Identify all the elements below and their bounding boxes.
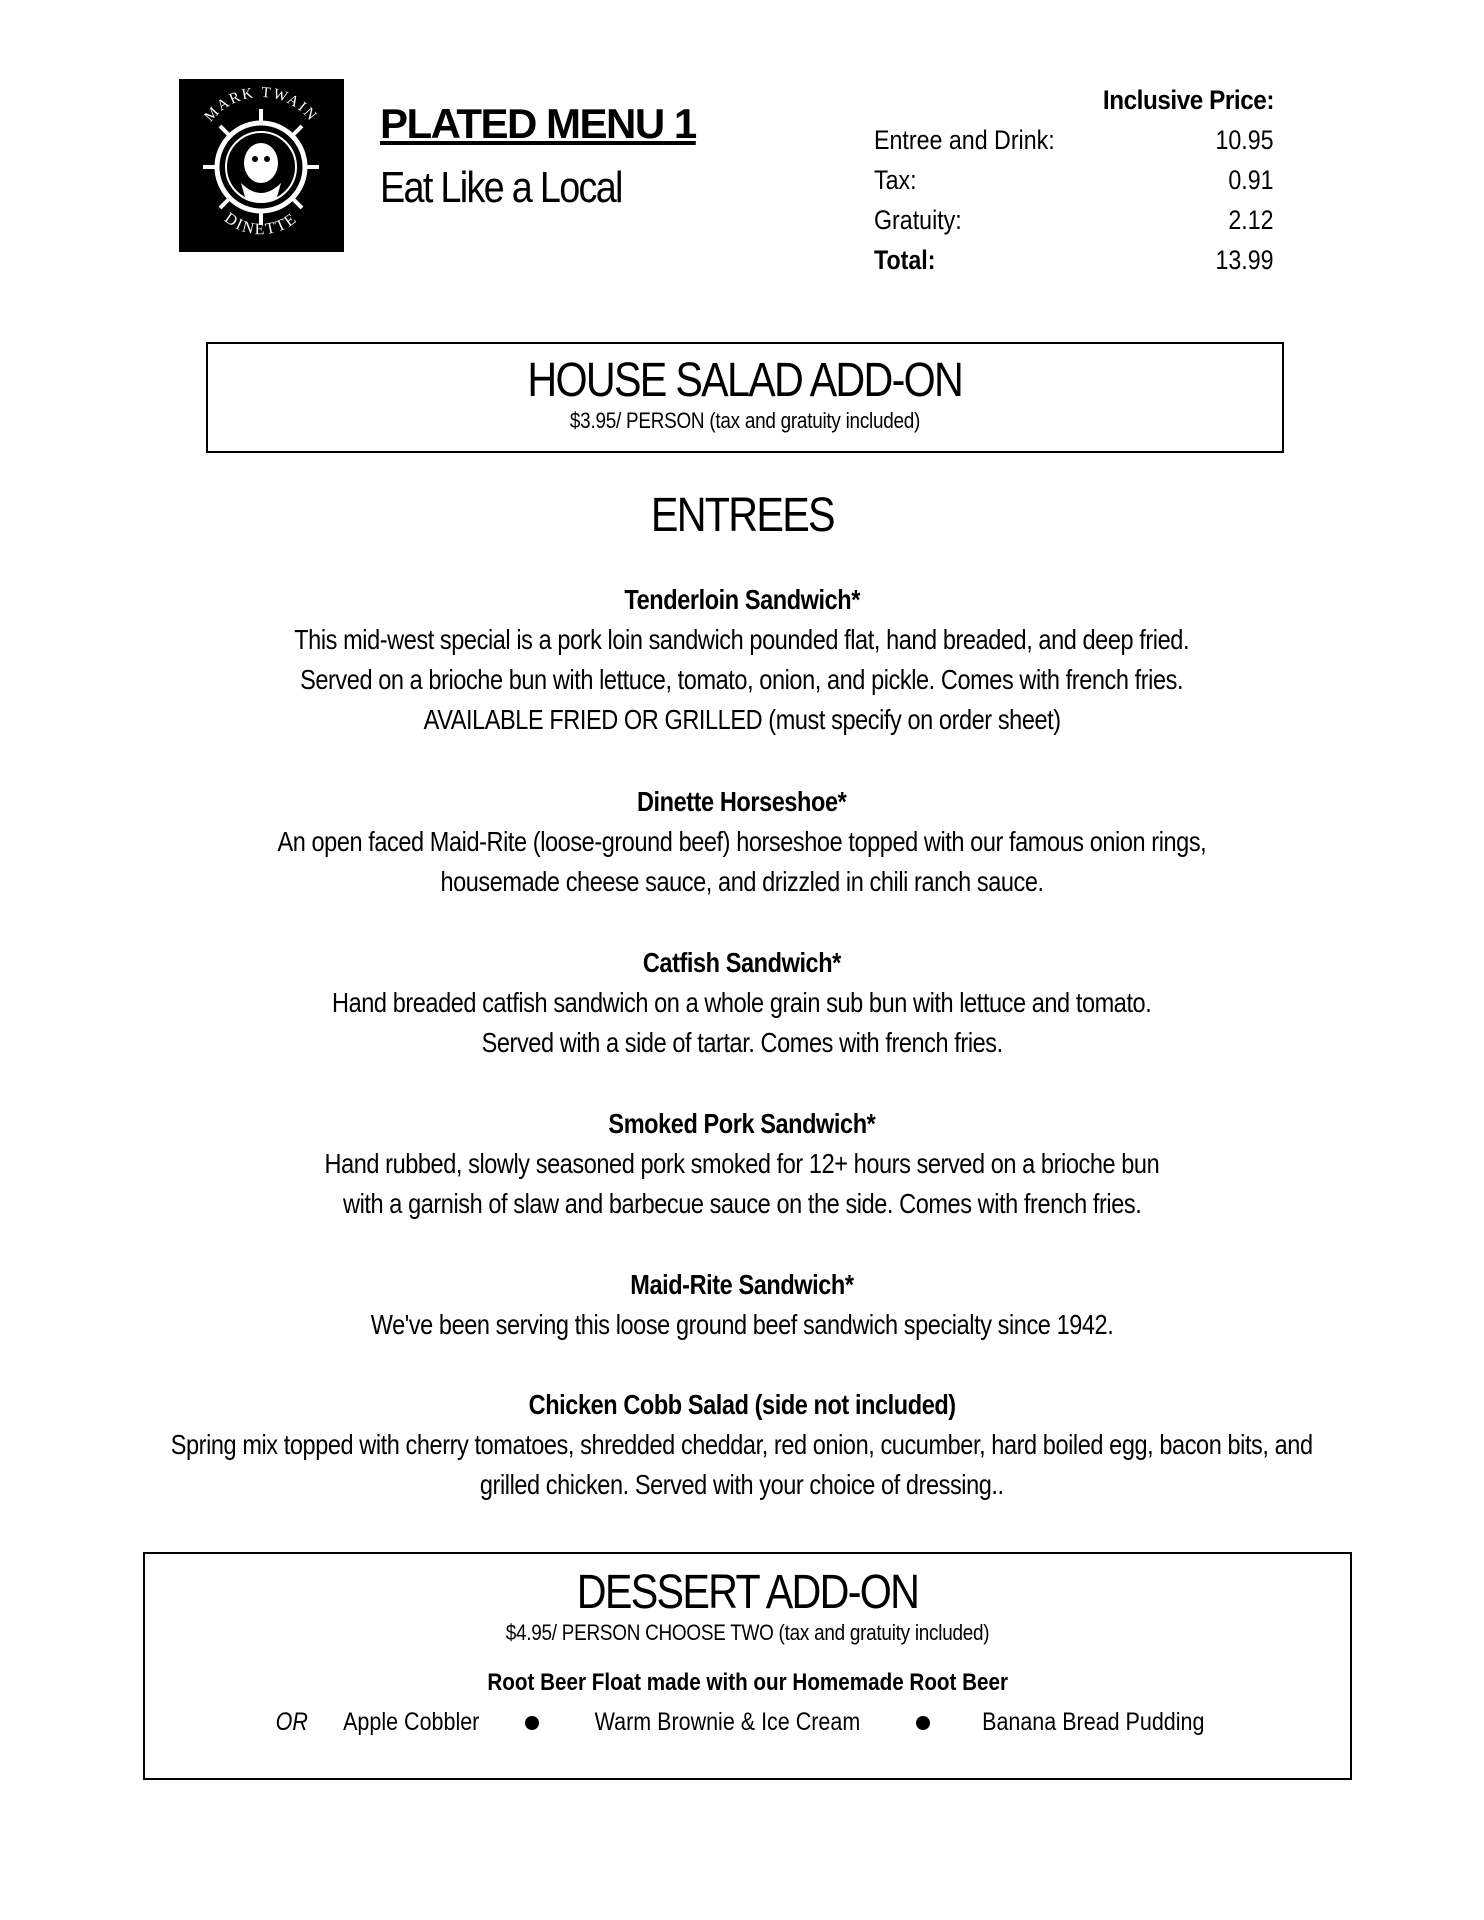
price-label: Tax: xyxy=(874,165,917,195)
entree-item xyxy=(100,580,1384,740)
entree-item xyxy=(100,1265,1384,1345)
entree-item xyxy=(100,782,1384,902)
entree-desc-line: This mid-west special is a pork loin sandwich pounded flat, hand breaded, and deep fried. xyxy=(294,624,1190,655)
salad-addon-subtitle: $3.95/ PERSON (tax and gratuity included) xyxy=(569,408,921,433)
entree-desc-line: housemade cheese sauce, and drizzled in chili ranch sauce. xyxy=(440,866,1044,897)
price-label: Total: xyxy=(874,245,936,275)
price-value: 0.91 xyxy=(1228,165,1274,195)
dessert-addon-title: DESSERT ADD-ON xyxy=(576,1566,919,1619)
price-row xyxy=(874,200,1274,240)
dessert-featured-text: Root Beer Float made with our Homemade Root Beer xyxy=(487,1669,1008,1696)
dessert-addon-box xyxy=(143,1552,1352,1780)
dessert-choice: Banana Bread Pudding xyxy=(981,1708,1205,1736)
entrees-heading-text: ENTREES xyxy=(650,489,834,542)
price-row xyxy=(874,120,1274,160)
salad-addon-box xyxy=(206,342,1284,453)
entree-desc-line: Served on a brioche bun with lettuce, tomato, onion, and pickle. Comes with french fries. xyxy=(300,664,1184,695)
entree-name: Tenderloin Sandwich* xyxy=(624,584,860,615)
entree-desc-line: An open faced Maid-Rite (loose-ground beef) horseshoe topped with our famous onion rings, xyxy=(277,826,1207,857)
page-subtitle: Eat Like a Local xyxy=(380,163,622,212)
entree-desc-line: AVAILABLE FRIED OR GRILLED (must specify on order sheet) xyxy=(423,704,1061,735)
dessert-addon-subtitle: $4.95/ PERSON CHOOSE TWO (tax and gratuity included) xyxy=(505,1620,990,1645)
bullet-icon xyxy=(916,1716,930,1730)
entree-item xyxy=(100,1104,1384,1224)
dessert-choice: Warm Brownie & Ice Cream xyxy=(594,1708,861,1736)
price-row-total xyxy=(874,240,1274,280)
svg-text:DINETTE: DINETTE xyxy=(221,209,301,239)
price-label: Entree and Drink: xyxy=(874,125,1055,155)
dessert-featured xyxy=(145,1668,1350,1698)
price-row xyxy=(874,160,1274,200)
salad-addon-title: HOUSE SALAD ADD-ON xyxy=(527,354,963,407)
ship-wheel-logo-icon xyxy=(179,79,344,252)
price-value: 2.12 xyxy=(1228,205,1274,235)
entree-desc-line: grilled chicken. Served with your choice of dressing.. xyxy=(480,1469,1004,1500)
entree-name: Chicken Cobb Salad (side not included) xyxy=(528,1389,956,1420)
price-value: 13.99 xyxy=(1215,245,1274,275)
entree-desc-line: Hand breaded catfish sandwich on a whole grain sub bun with lettuce and tomato. xyxy=(332,987,1152,1018)
price-heading: Inclusive Price: xyxy=(1102,85,1274,115)
price-value: 10.95 xyxy=(1215,125,1274,155)
dessert-choices xyxy=(145,1708,1350,1737)
entree-desc-line: We've been serving this loose ground beef sandwich specialty since 1942. xyxy=(370,1309,1114,1340)
logo xyxy=(179,79,344,252)
entree-item xyxy=(100,943,1384,1063)
entree-name: Catfish Sandwich* xyxy=(642,947,842,978)
entree-desc-line: Spring mix topped with cherry tomatoes, shredded cheddar, red onion, cucumber, hard boiled egg, bacon bits, and xyxy=(171,1429,1313,1460)
bullet-icon xyxy=(525,1716,539,1730)
price-block xyxy=(874,80,1274,280)
entree-desc-line: with a garnish of slaw and barbecue sauce on the side. Comes with french fries. xyxy=(342,1188,1142,1219)
page-title: PLATED MENU 1 xyxy=(380,100,696,147)
entree-name: Maid-Rite Sandwich* xyxy=(630,1269,854,1300)
entree-item xyxy=(60,1385,1424,1505)
or-label: OR xyxy=(275,1708,308,1736)
price-label: Gratuity: xyxy=(874,205,962,235)
svg-text:MARK TWAIN: MARK TWAIN xyxy=(201,84,321,126)
entree-name: Dinette Horseshoe* xyxy=(637,786,847,817)
entrees-heading xyxy=(0,488,1484,543)
entree-desc-line: Hand rubbed, slowly seasoned pork smoked for 12+ hours served on a brioche bun xyxy=(324,1148,1160,1179)
entree-desc-line: Served with a side of tartar. Comes with french fries. xyxy=(481,1027,1003,1058)
entree-name: Smoked Pork Sandwich* xyxy=(608,1108,876,1139)
dessert-choice: Apple Cobbler xyxy=(343,1708,480,1736)
